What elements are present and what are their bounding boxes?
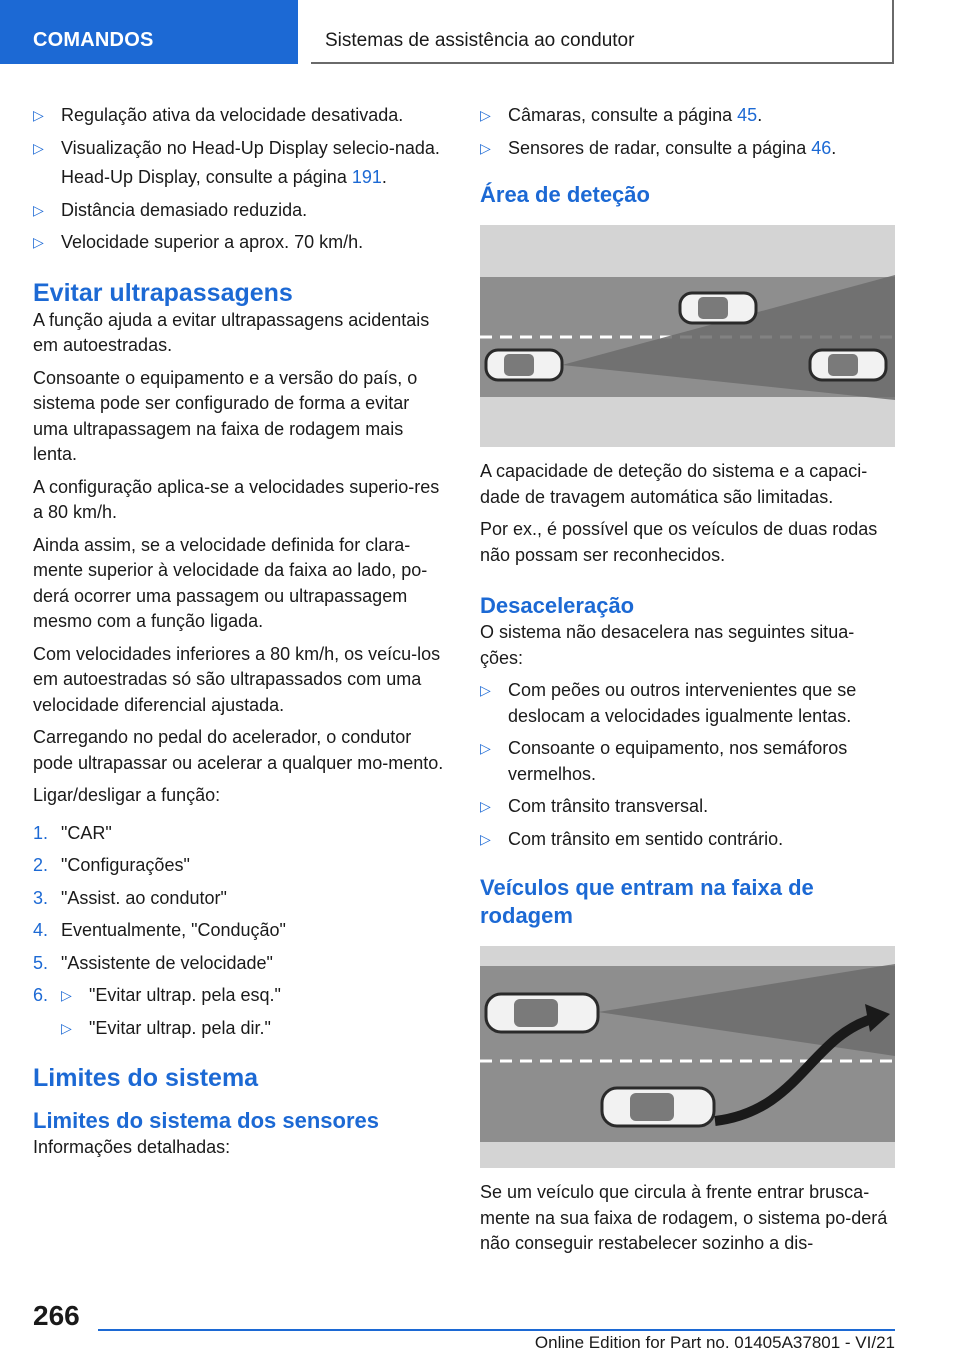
paragraph: Informações detalhadas: [33, 1137, 231, 1157]
list-item: ▷ Com peões ou outros intervenientes que se deslocam a velocidades igualmente lentas. [480, 680, 857, 726]
step-item: 6. ▷ "Evitar ultrap. pela esq." [33, 983, 447, 1009]
page-reference-link[interactable]: 46 [811, 137, 832, 158]
car-icon [486, 350, 562, 380]
paragraph: Ainda assim, se a velocidade definida for clara-mente superior à velocidade da faixa ao lado, po-derá ocorrer uma passagem ou ultrapassagem mesmo com a função ligada. [33, 534, 428, 631]
section-title: COMANDOS [33, 29, 154, 51]
triangle-bullet-icon: ▷ [480, 740, 491, 756]
triangle-bullet-icon: ▷ [61, 1019, 72, 1036]
step-item: 4. Eventualmente, "Condução" [33, 920, 286, 940]
triangle-bullet-icon: ▷ [33, 139, 44, 156]
triangle-bullet-icon: ▷ [480, 798, 491, 814]
list-item: ▷ Distância demasiado reduzida. [33, 198, 447, 224]
step-item: 3. "Assist. ao condutor" [33, 887, 227, 908]
triangle-bullet-icon: ▷ [480, 107, 491, 123]
paragraph: A capacidade de deteção do sistema e a capaci-dade de travagem automática são limitadas. [480, 461, 868, 507]
triangle-bullet-icon: ▷ [33, 107, 44, 123]
car-icon [602, 1088, 714, 1126]
heading-area-de-detecao: Área de deteção [480, 182, 650, 207]
triangle-bullet-icon: ▷ [480, 830, 491, 847]
chapter-header [311, 0, 894, 64]
cut-in-vehicle-illustration [480, 946, 895, 1168]
page-reference-link[interactable]: 45 [737, 105, 758, 125]
list-item: ▷ Consoante o equipamento, nos semáforos vermelhos. [480, 738, 848, 784]
paragraph: Se um veículo que circula à frente entrar brusca-mente na sua faixa de rodagem, o sistema po-derá não conseguir restabelecer sozinho a dis- [480, 1182, 888, 1253]
paragraph: Consoante o equipamento e a versão do país, o sistema pode ser configurado de forma a evitar uma ultrapassagem na faixa de rodagem mais lenta. [33, 367, 418, 464]
list-item: ▷ Regulação ativa da velocidade desativada. [33, 103, 447, 129]
list-item: ▷ Câmaras, consulte a página 45. [480, 103, 895, 129]
step-subitem: ▷ "Evitar ultrap. pela dir." [33, 1016, 447, 1042]
heading-limites-sensores: Limites do sistema dos sensores [33, 1108, 380, 1133]
page-number: 266 [33, 1300, 80, 1331]
footer-edition: Online Edition for Part no. 01405A37801 - VI/21 [534, 1333, 895, 1352]
heading-evitar-ultrapassagens: Evitar ultrapassagens [33, 278, 293, 307]
car-icon [486, 994, 598, 1032]
car-icon [680, 293, 756, 323]
step-item: 5. "Assistente de velocidade" [33, 952, 273, 973]
paragraph: Por ex., é possível que os veículos de duas rodas não possam ser reconhecidos. [480, 519, 878, 565]
triangle-bullet-icon: ▷ [61, 987, 72, 1003]
list-item-continuation: Head-Up Display, consulte a página 191. [61, 167, 387, 187]
chapter-title: Sistemas de assistência ao condutor [325, 30, 635, 51]
list-item: ▷ Sensores de radar, consulte a página 46. [480, 136, 895, 162]
triangle-bullet-icon: ▷ [480, 682, 491, 698]
step-item: 2. "Configurações" [33, 855, 190, 875]
heading-limites-do-sistema: Limites do sistema [33, 1064, 259, 1092]
paragraph: A configuração aplica-se a velocidades superio-res a 80 km/h. [33, 476, 440, 522]
car-icon [810, 350, 886, 380]
footer-rule [98, 1329, 895, 1331]
list-item: ▷ Com trânsito em sentido contrário. [480, 827, 895, 853]
triangle-bullet-icon: ▷ [33, 201, 44, 218]
paragraph: O sistema não desacelera nas seguintes situa-ções: [480, 622, 855, 668]
list-item: ▷ Velocidade superior a aprox. 70 km/h. [33, 230, 447, 256]
paragraph: A função ajuda a evitar ultrapassagens acidentais em autoestradas. [33, 309, 430, 355]
triangle-bullet-icon: ▷ [480, 139, 491, 156]
right-column [480, 103, 895, 1264]
left-column [33, 103, 447, 1168]
detection-area-illustration [480, 225, 895, 447]
heading-veiculos-que-entram: Veículos que entram na faixa de rodagem [480, 875, 814, 928]
section-tab [0, 0, 298, 64]
list-item: ▷ Visualização no Head-Up Display selecio-nada. [33, 136, 447, 162]
list-item: ▷ Com trânsito transversal. [480, 794, 895, 820]
triangle-bullet-icon: ▷ [33, 234, 44, 250]
paragraph: Carregando no pedal do acelerador, o condutor pode ultrapassar ou acelerar a qualquer mo-mento. [33, 727, 444, 773]
heading-desaceleracao: Desaceleração [480, 593, 635, 618]
paragraph: Com velocidades inferiores a 80 km/h, os veícu-los em autoestradas só são ultrapassados com uma velocidade diferencial ajustada. [33, 643, 441, 715]
page-reference-link[interactable]: 191 [351, 167, 382, 187]
paragraph: Ligar/desligar a função: [33, 785, 221, 805]
step-item: 1. "CAR" [33, 822, 112, 843]
